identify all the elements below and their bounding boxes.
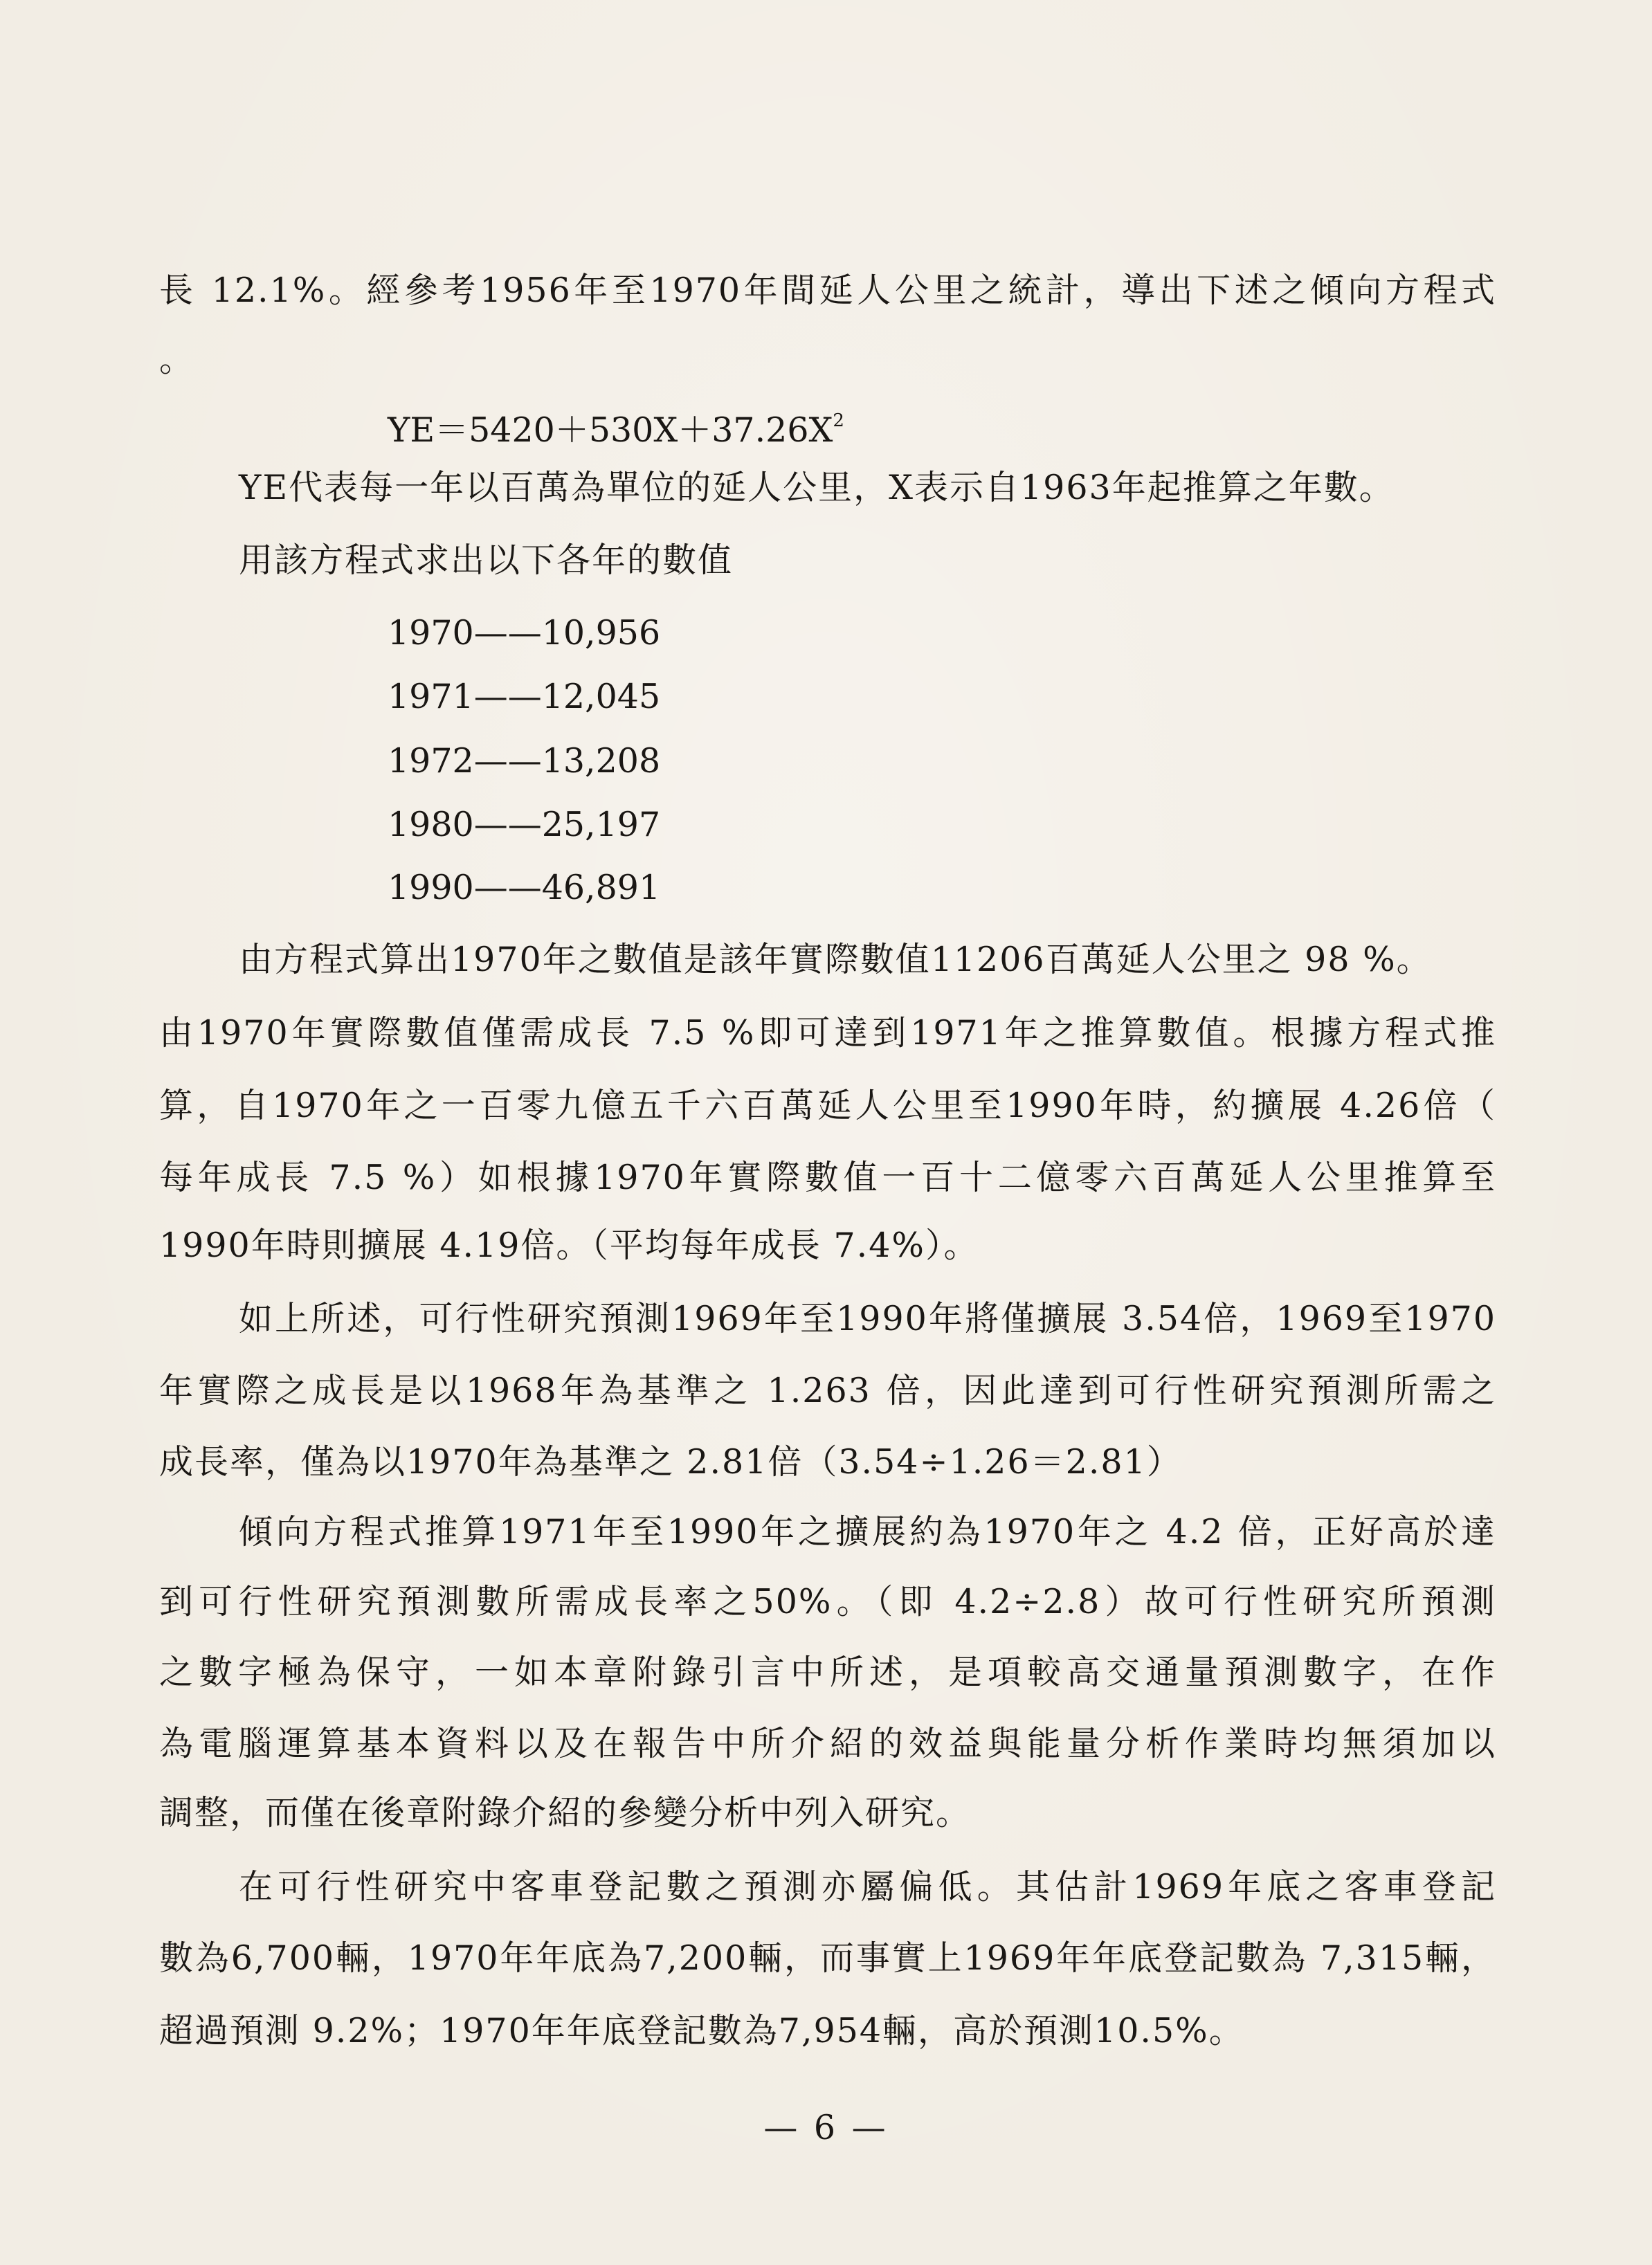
table-row bbox=[388, 867, 660, 909]
row-year: 1970 bbox=[388, 613, 474, 653]
page-number: — 6 — bbox=[763, 2108, 889, 2147]
text-line-7: 算，自1970年之一百零九億五千六百萬延人公里至1990年時，約擴展 4.26倍（ bbox=[159, 1086, 1496, 1125]
text-line-18: 在可行性研究中客車登記數之預測亦屬偏低。其估計1969年底之客車登記 bbox=[239, 1867, 1496, 1907]
text-line-16: 為電腦運算基本資料以及在報告中所介紹的效益與能量分析作業時均無須加以 bbox=[159, 1724, 1496, 1763]
equation-exponent: 2 bbox=[833, 410, 844, 431]
row-dash: —— bbox=[473, 741, 542, 781]
text-line-20: 超過預測 9.2%；1970年年底登記數為7,954輛，高於預測10.5%。 bbox=[159, 2011, 1244, 2050]
row-year: 1971 bbox=[388, 677, 474, 716]
text-line-4: 用該方程式求出以下各年的數值 bbox=[239, 540, 734, 580]
row-dash: —— bbox=[473, 805, 542, 844]
text-line-1: 長 12.1%。經參考1956年至1970年間延人公里之統計，導出下述之傾向方程式 bbox=[159, 271, 1496, 310]
table-row bbox=[388, 804, 660, 846]
text-line-13: 傾向方程式推算1971年至1990年之擴展約為1970年之 4.2 倍，正好高於達 bbox=[239, 1512, 1496, 1552]
row-year: 1980 bbox=[388, 805, 474, 844]
text-line-12: 成長率，僅為以1970年為基準之 2.81倍（3.54÷1.26＝2.81） bbox=[159, 1442, 1182, 1482]
text-line-9: 1990年時則擴展 4.19倍。（平均每年成長 7.4%）。 bbox=[159, 1226, 979, 1265]
table-row bbox=[388, 676, 660, 718]
equation-base: YE＝5420＋530X＋37.26X bbox=[388, 410, 833, 450]
row-year: 1990 bbox=[388, 868, 474, 907]
text-line-3: YE代表每一年以百萬為單位的延人公里，X表示自1963年起推算之年數。 bbox=[239, 468, 1395, 507]
text-line-11: 年實際之成長是以1968年為基準之 1.263 倍，因此達到可行性研究預測所需之 bbox=[159, 1371, 1496, 1410]
row-value: 10,956 bbox=[541, 613, 661, 653]
text-line-10: 如上所述，可行性研究預測1969年至1990年將僅擴展 3.54倍，1969至1970 bbox=[239, 1299, 1496, 1338]
table-row bbox=[388, 612, 660, 654]
row-value: 46,891 bbox=[541, 868, 661, 907]
row-dash: —— bbox=[473, 868, 542, 907]
row-value: 13,208 bbox=[541, 741, 661, 781]
text-line-17: 調整，而僅在後章附錄介紹的參變分析中列入研究。 bbox=[159, 1793, 972, 1832]
text-line-14: 到可行性研究預測數所需成長率之50%。（即 4.2÷2.8）故可行性研究所預測 bbox=[159, 1582, 1496, 1621]
table-row bbox=[388, 740, 660, 782]
text-line-19: 數為6,700輛，1970年年底為7,200輛，而事實上1969年年底登記數為 7,315輛， bbox=[159, 1938, 1496, 1978]
text-line-15: 之數字極為保守，一如本章附錄引言中所述，是項較高交通量預測數字，在作 bbox=[159, 1653, 1496, 1692]
text-line-2: 。 bbox=[159, 340, 195, 379]
trend-equation bbox=[388, 400, 844, 451]
row-year: 1972 bbox=[388, 741, 474, 781]
row-dash: —— bbox=[473, 677, 542, 716]
text-line-5: 由方程式算出1970年之數值是該年實際數值11206百萬延人公里之 98 %。 bbox=[239, 940, 1432, 979]
row-dash: —— bbox=[473, 613, 542, 653]
text-line-8: 每年成長 7.5 %）如根據1970年實際數值一百十二億零六百萬延人公里推算至 bbox=[159, 1158, 1496, 1197]
row-value: 25,197 bbox=[541, 805, 661, 844]
row-value: 12,045 bbox=[541, 677, 661, 716]
text-line-6: 由1970年實際數值僅需成長 7.5 %即可達到1971年之推算數值。根據方程式推 bbox=[159, 1013, 1496, 1053]
